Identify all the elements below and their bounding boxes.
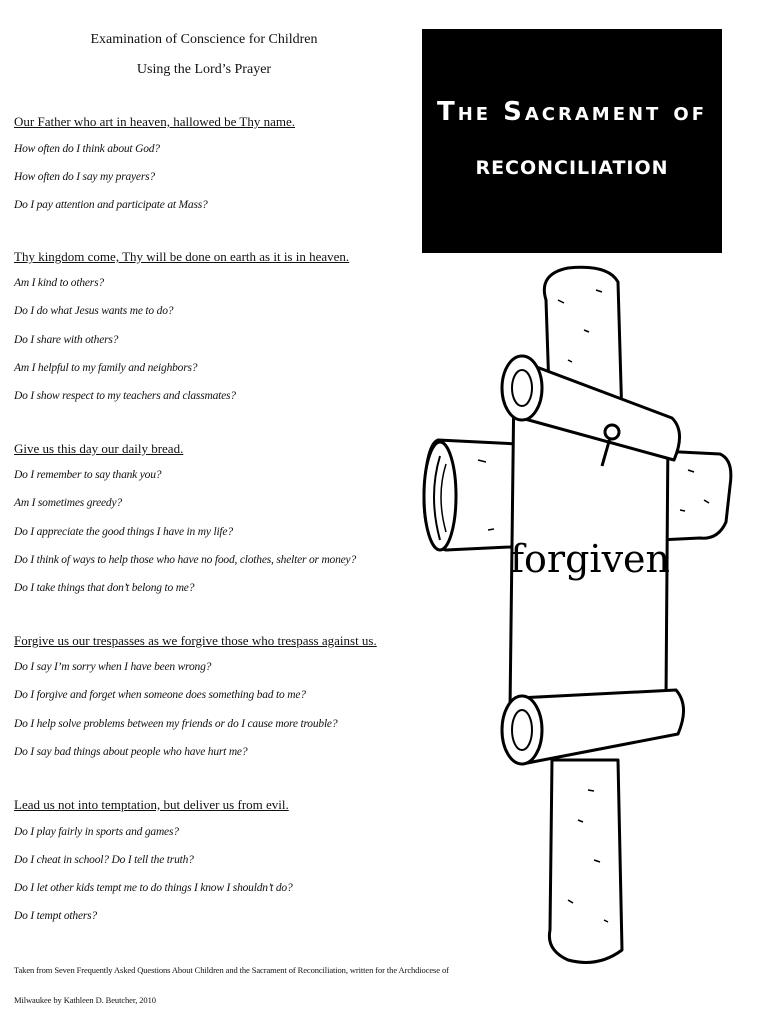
question-item: Do I share with others?	[14, 334, 119, 346]
question-item: Do I play fairly in sports and games?	[14, 826, 179, 838]
question-item: Do I say bad things about people who have hurt me?	[14, 746, 248, 758]
nail-head	[605, 425, 619, 439]
question-item: Am I kind to others?	[14, 277, 104, 289]
document-title: Examination of Conscience for Children	[90, 32, 318, 47]
document-subtitle: Using the Lord’s Prayer	[136, 62, 272, 77]
question-item: Do I let other kids tempt me to do things I know I shouldn’t do?	[14, 882, 293, 894]
section-heading-temptation: Lead us not into temptation, but deliver us from evil.	[14, 797, 289, 812]
question-item: Do I tempt others?	[14, 910, 97, 922]
cross-lower-beam	[549, 760, 622, 962]
question-item: Do I say I’m sorry when I have been wrong?	[14, 661, 212, 673]
question-item: Do I cheat in school? Do I tell the truth?	[14, 854, 194, 866]
source-citation: Taken from Seven Frequently Asked Questions About Children and the Sacrament of Reconciliation, written for the Archdiocese of	[14, 965, 449, 975]
question-item: Do I appreciate the good things I have in my life?	[14, 526, 233, 538]
cross-with-scroll-icon	[418, 260, 738, 972]
question-item: Do I show respect to my teachers and classmates?	[14, 390, 236, 402]
section-heading-hallowed: Our Father who art in heaven, hallowed be Thy name.	[14, 114, 295, 129]
question-item: Do I do what Jesus wants me to do?	[14, 305, 174, 317]
section-heading-daily-bread: Give us this day our daily bread.	[14, 441, 184, 456]
cover-title-line1: The Sacrament of	[436, 97, 707, 127]
question-item: Do I remember to say thank you?	[14, 469, 162, 481]
scroll-word: forgiven	[509, 537, 671, 581]
source-citation-continued: Milwaukee by Kathleen D. Beutcher, 2010	[14, 995, 156, 1005]
question-item: How often do I think about God?	[14, 143, 160, 155]
question-item: How often do I say my prayers?	[14, 171, 155, 183]
question-item: Do I think of ways to help those who have no food, clothes, shelter or money?	[14, 554, 357, 566]
cover-title-box	[422, 29, 722, 253]
question-item: Do I take things that don’t belong to me?	[14, 582, 195, 594]
question-item: Am I helpful to my family and neighbors?	[14, 362, 198, 374]
question-item: Do I pay attention and participate at Mass?	[14, 199, 208, 211]
cover-title-line2: reconciliation	[475, 150, 669, 181]
question-item: Do I forgive and forget when someone does something bad to me?	[14, 689, 306, 701]
section-heading-forgive: Forgive us our trespasses as we forgive those who trespass against us.	[14, 633, 377, 648]
question-item: Do I help solve problems between my friends or do I cause more trouble?	[14, 718, 338, 730]
section-heading-kingdom: Thy kingdom come, Thy will be done on earth as it is in heaven.	[14, 249, 350, 264]
question-item: Am I sometimes greedy?	[14, 497, 122, 509]
